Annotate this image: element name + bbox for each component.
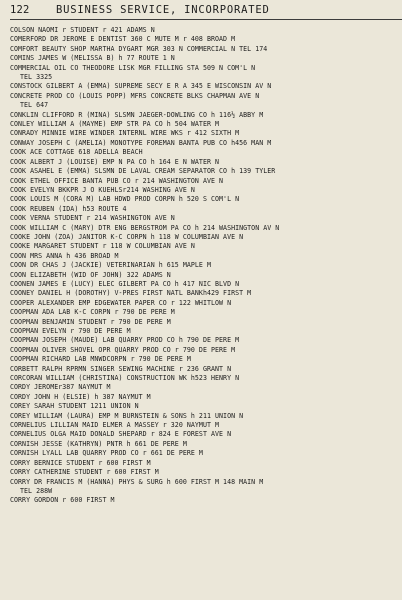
directory-entry: COMMERCIAL OIL CO THEODORE LISK MGR FILLING STA 509 N COM'L N xyxy=(10,63,256,72)
directory-entry: COOPMAN OLIVER SHOVEL OPR QUARRY PROD CO r 790 DE PERE M xyxy=(10,345,236,354)
directory-entry: CORDY JOHN H (ELSIE) h 387 NAYMUT M xyxy=(10,392,151,401)
directory-entry: CORRY BERNICE STUDENT r 600 FIRST M xyxy=(10,458,151,467)
directory-entry: COONEY DANIEL H (DOROTHY) V-PRES FIRST NATL BANKh429 FIRST M xyxy=(10,289,252,298)
directory-entry: CONLEY WILLIAM A (MAYME) EMP STR PA CO h 504 WATER M xyxy=(10,120,220,129)
directory-entry: COONEN JAMES E (LUCY) ELEC GILBERT PA CO h 417 NIC BLVD N xyxy=(10,279,240,288)
directory-entry: COOK LOUIS M (CORA M) LAB HDWD PROD CORPN h 520 S COM'L N xyxy=(10,195,240,204)
directory-entry: COOK ALBERT J (LOUISE) EMP N PA CO h 164 E N WATER N xyxy=(10,157,220,166)
directory-entry: CORNELIUS OLGA MAID DONALD SHEPARD r 824 E FOREST AVE N xyxy=(10,430,232,439)
directory-entry-continuation: TEL 3325 xyxy=(20,73,53,82)
header-rule xyxy=(10,19,402,20)
directory-entry: CORNISH JESSE (KATHRYN) PNTR h 661 DE PERE M xyxy=(10,439,187,448)
directory-entry: CONWAY JOSEPH C (AMELIA) MONOTYPE FOREMAN BANTA PUB CO h456 MAN M xyxy=(10,138,272,147)
directory-entry: COMINS JAMES W (MELISSA B) h 77 ROUTE 1 N xyxy=(10,54,175,63)
directory-entry: COREY SARAH STUDENT 1211 UNION N xyxy=(10,402,139,411)
directory-entry: COOK VERNA STUDENT r 214 WASHINGTON AVE N xyxy=(10,214,175,223)
directory-entry: COOPMAN JOSEPH (MAUDE) LAB QUARRY PROD CO h 790 DE PERE M xyxy=(10,336,240,345)
directory-entry: CONKLIN CLIFFORD R (MINA) SLSMN JAEGER-DOWLING CO h 116½ ABBY M xyxy=(10,110,264,119)
directory-entry: COOKE MARGARET STUDENT r 118 W COLUMBIAN AVE N xyxy=(10,242,195,251)
directory-entry: COON DR CHAS J (JACKIE) VETERINARIAN h 615 MAPLE M xyxy=(10,261,211,270)
directory-entry: CORRY DR FRANCIS M (HANNA) PHYS & SURG h 600 FIRST M 148 MAIN M xyxy=(10,477,264,486)
running-title: BUSINESS SERVICE, INCORPORATED xyxy=(56,4,270,16)
page-header xyxy=(10,4,402,18)
directory-entry: COOK REUBEN (IDA) h53 ROUTE 4 xyxy=(10,204,127,213)
directory-entry: COREY WILLIAM (LAURA) EMP M BURNSTEIN & SONS h 211 UNION N xyxy=(10,411,244,420)
directory-entry: COMFORT BEAUTY SHOP MARTHA DYGART MGR 303 N COMMERCIAL N TEL 174 xyxy=(10,44,268,53)
directory-entry: COOK ACE COTTAGE 618 ADELLA BEACH xyxy=(10,148,143,157)
directory-entry: COOPMAN RICHARD LAB MNWDCORPN r 790 DE PERE M xyxy=(10,355,191,364)
directory-entry-continuation: TEL 288W xyxy=(20,486,53,495)
directory-entry: COOK EVELYN BKKPR J O KUEHLSr214 WASHING AVE N xyxy=(10,185,195,194)
directory-entry: COOPER ALEXANDER EMP EDGEWATER PAPER CO r 122 WHITLOW N xyxy=(10,298,232,307)
directory-entry: COON MRS ANNA h 436 BROAD M xyxy=(10,251,119,260)
directory-entry: COOK ASAHEL E (EMMA) SLSMN DE LAVAL CREAM SEPARATOR CO h 139 TYLER xyxy=(10,167,276,176)
directory-entry: CORCORAN WILLIAM (CHRISTINA) CONSTRUCTION WK h523 HENRY N xyxy=(10,374,240,383)
directory-entries xyxy=(10,26,402,506)
directory-entry: COOKE JOHN (ZOA) JANITOR K-C CORPN h 118 W COLUMBIAN AVE N xyxy=(10,232,244,241)
directory-entry: COOPMAN BENJAMIN STUDENT r 790 DE PERE M xyxy=(10,317,171,326)
directory-entry: COOK ETHEL OFFICE BANTA PUB CO r 214 WASHINGTON AVE N xyxy=(10,176,224,185)
directory-entry: COOK WILLIAM C (MARY) DTR ENG BERGSTROM PA CO h 214 WASHINGTON AV N xyxy=(10,223,280,232)
directory-entry: COMERFORD DR JEROME E DENTIST 360 C MUTE M r 408 BROAD M xyxy=(10,35,236,44)
directory-entry: CORNELIUS LILLIAN MAID ELMER A MASSEY r 320 NAYMUT M xyxy=(10,421,220,430)
directory-entry: COOPMAN EVELYN r 790 DE PERE M xyxy=(10,327,131,335)
directory-entry: CORBETT RALPH RPRMN SINGER SEWING MACHINE r 236 GRANT N xyxy=(10,364,232,373)
directory-entry: CORRY GORDON r 600 FIRST M xyxy=(10,496,115,505)
directory-entry: COLSON NAOMI r STUDENT r 421 ADAMS N xyxy=(10,26,155,34)
page-number: 122 xyxy=(10,4,30,16)
directory-entry: COOPMAN ADA LAB K-C CORPN r 790 DE PERE M xyxy=(10,308,175,317)
directory-entry: CONSTOCK GILBERT A (EMMA) SUPREME SECY E R A 345 E WISCONSIN AV N xyxy=(10,82,272,91)
directory-entry: CORRY CATHERINE STUDENT r 600 FIRST M xyxy=(10,468,159,477)
directory-entry: CORDY JEROMEr387 NAYMUT M xyxy=(10,383,111,392)
directory-entry: CONCRETE PROD CO (LOUIS POPP) MFRS CONCRETE BLKS CHAPMAN AVE N xyxy=(10,91,260,100)
directory-entry: CORNISH LYALL LAB QUARRY PROD CO r 661 DE PERE M xyxy=(10,449,203,458)
directory-entry: COON ELIZABETH (WID OF JOHN) 322 ADAMS N xyxy=(10,270,171,279)
directory-entry: CONRADY MINNIE WIRE WINDER INTERNL WIRE WKS r 412 SIXTH M xyxy=(10,129,240,138)
directory-entry-continuation: TEL 647 xyxy=(20,101,49,110)
